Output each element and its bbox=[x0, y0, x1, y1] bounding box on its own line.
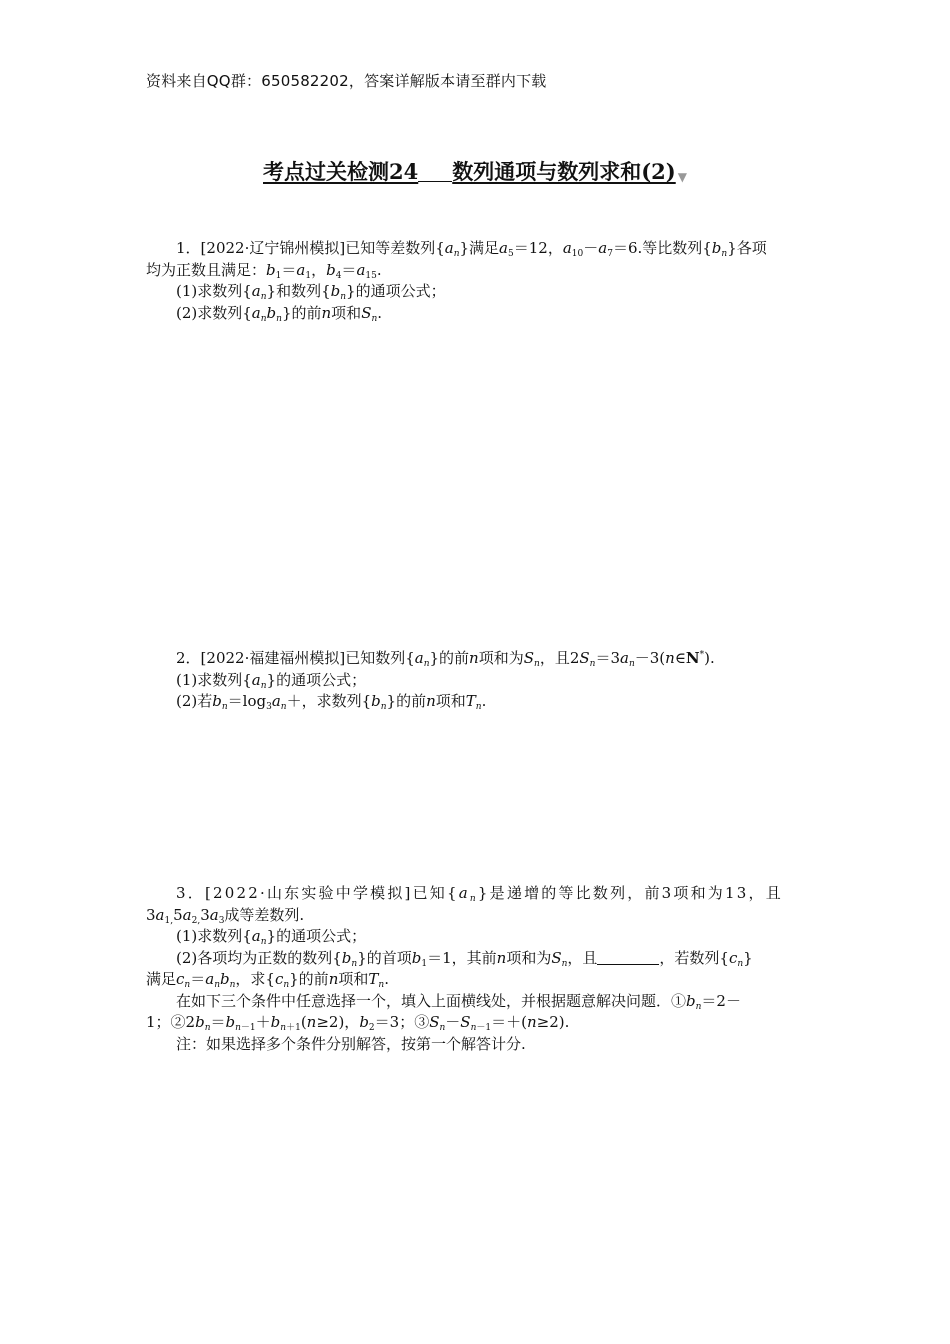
answer-blank[interactable] bbox=[597, 950, 659, 965]
problem-3-stem-cont: $3a_{1,}5a_{2,}3a_3$成等差数列. bbox=[146, 905, 305, 926]
problem-3-stem: 3．[2022·山东实验中学模拟]已知$\{a_n\}$是递增的等比数列，前3项和为13，且 bbox=[176, 884, 783, 904]
dropdown-marker-icon: ▼ bbox=[677, 170, 687, 184]
problem-3 bbox=[146, 883, 806, 1055]
problem-2-part-2: (2)若$b_n=\log_3a_n+$，求数列$\{b_n\}$的前n项和$T_n$. bbox=[176, 692, 487, 712]
problem-3-conditions: 在如下三个条件中任意选择一个，填入上面横线处，并根据题意解决问题．$①b_n=2-$ bbox=[176, 991, 741, 1012]
problem-3-part-1: (1)求数列$\{a_n\}$的通项公式； bbox=[176, 927, 367, 947]
problem-1-source: [2022·辽宁锦州模拟] bbox=[200, 239, 346, 257]
header-notice: 资料来自QQ群：650582202，答案详解版本请至群内下载 bbox=[146, 72, 547, 90]
problem-3-number: 3． bbox=[176, 884, 205, 902]
problem-2-number: 2． bbox=[176, 649, 201, 667]
problem-1-stem: 1．[2022·辽宁锦州模拟]已知等差数列$\{a_n\}$满足$a_5=12$，$a_{10}-a_7=6$.等比数列$\{b_n\}$各项 bbox=[176, 239, 767, 259]
problem-2-part-1: (1)求数列$\{a_n\}$的通项公式； bbox=[176, 670, 367, 691]
problem-3-conditions-cont: 1；$②2b_n=b_{n-1}+b_{n+1}(n\ge 2)$，$b_2=3$；$③S_n-S_{n-1}=+(n\ge 2)$. bbox=[146, 1013, 570, 1033]
title-right: 数列通项与数列求和(2) bbox=[452, 159, 676, 184]
problem-2 bbox=[146, 648, 806, 713]
problem-1-part-2: (2)求数列$\{a_nb_n\}$的前n项和$S_n$. bbox=[176, 303, 383, 324]
problem-2-stem: 2．[2022·福建福州模拟]已知数列$\{a_n\}$的前n项和为$S_n$，且$2S_n=3a_n-3(n\in N^*)$. bbox=[176, 649, 715, 669]
problem-1-number: 1． bbox=[176, 239, 201, 257]
problem-1-part-1: (1)求数列$\{a_n\}$和数列$\{b_n\}$的通项公式； bbox=[176, 282, 446, 302]
problem-2-source: [2022·福建福州模拟] bbox=[200, 649, 346, 667]
page-title bbox=[0, 156, 950, 186]
problem-3-note: 注：如果选择多个条件分别解答，按第一个解答计分. bbox=[176, 1034, 526, 1053]
title-gap bbox=[418, 163, 452, 182]
title-left: 考点过关检测24 bbox=[263, 159, 419, 184]
problem-3-part-2-cont: 满足$c_n=a_nb_n$，求$\{c_n\}$的前n项和$T_n$. bbox=[146, 970, 389, 990]
problem-1 bbox=[146, 238, 806, 324]
problem-3-source: [2022·山东实验中学模拟] bbox=[204, 884, 413, 902]
problem-1-stem-cont: 均为正数且满足：$b_1=a_1$，$b_4=a_{15}$. bbox=[146, 260, 382, 281]
problem-3-part-2: (2)各项均为正数的数列$\{b_n\}$的首项$b_1=1$，其前n项和为$S_n$，且 ，若数列$\{c_n\}$ bbox=[176, 948, 753, 969]
